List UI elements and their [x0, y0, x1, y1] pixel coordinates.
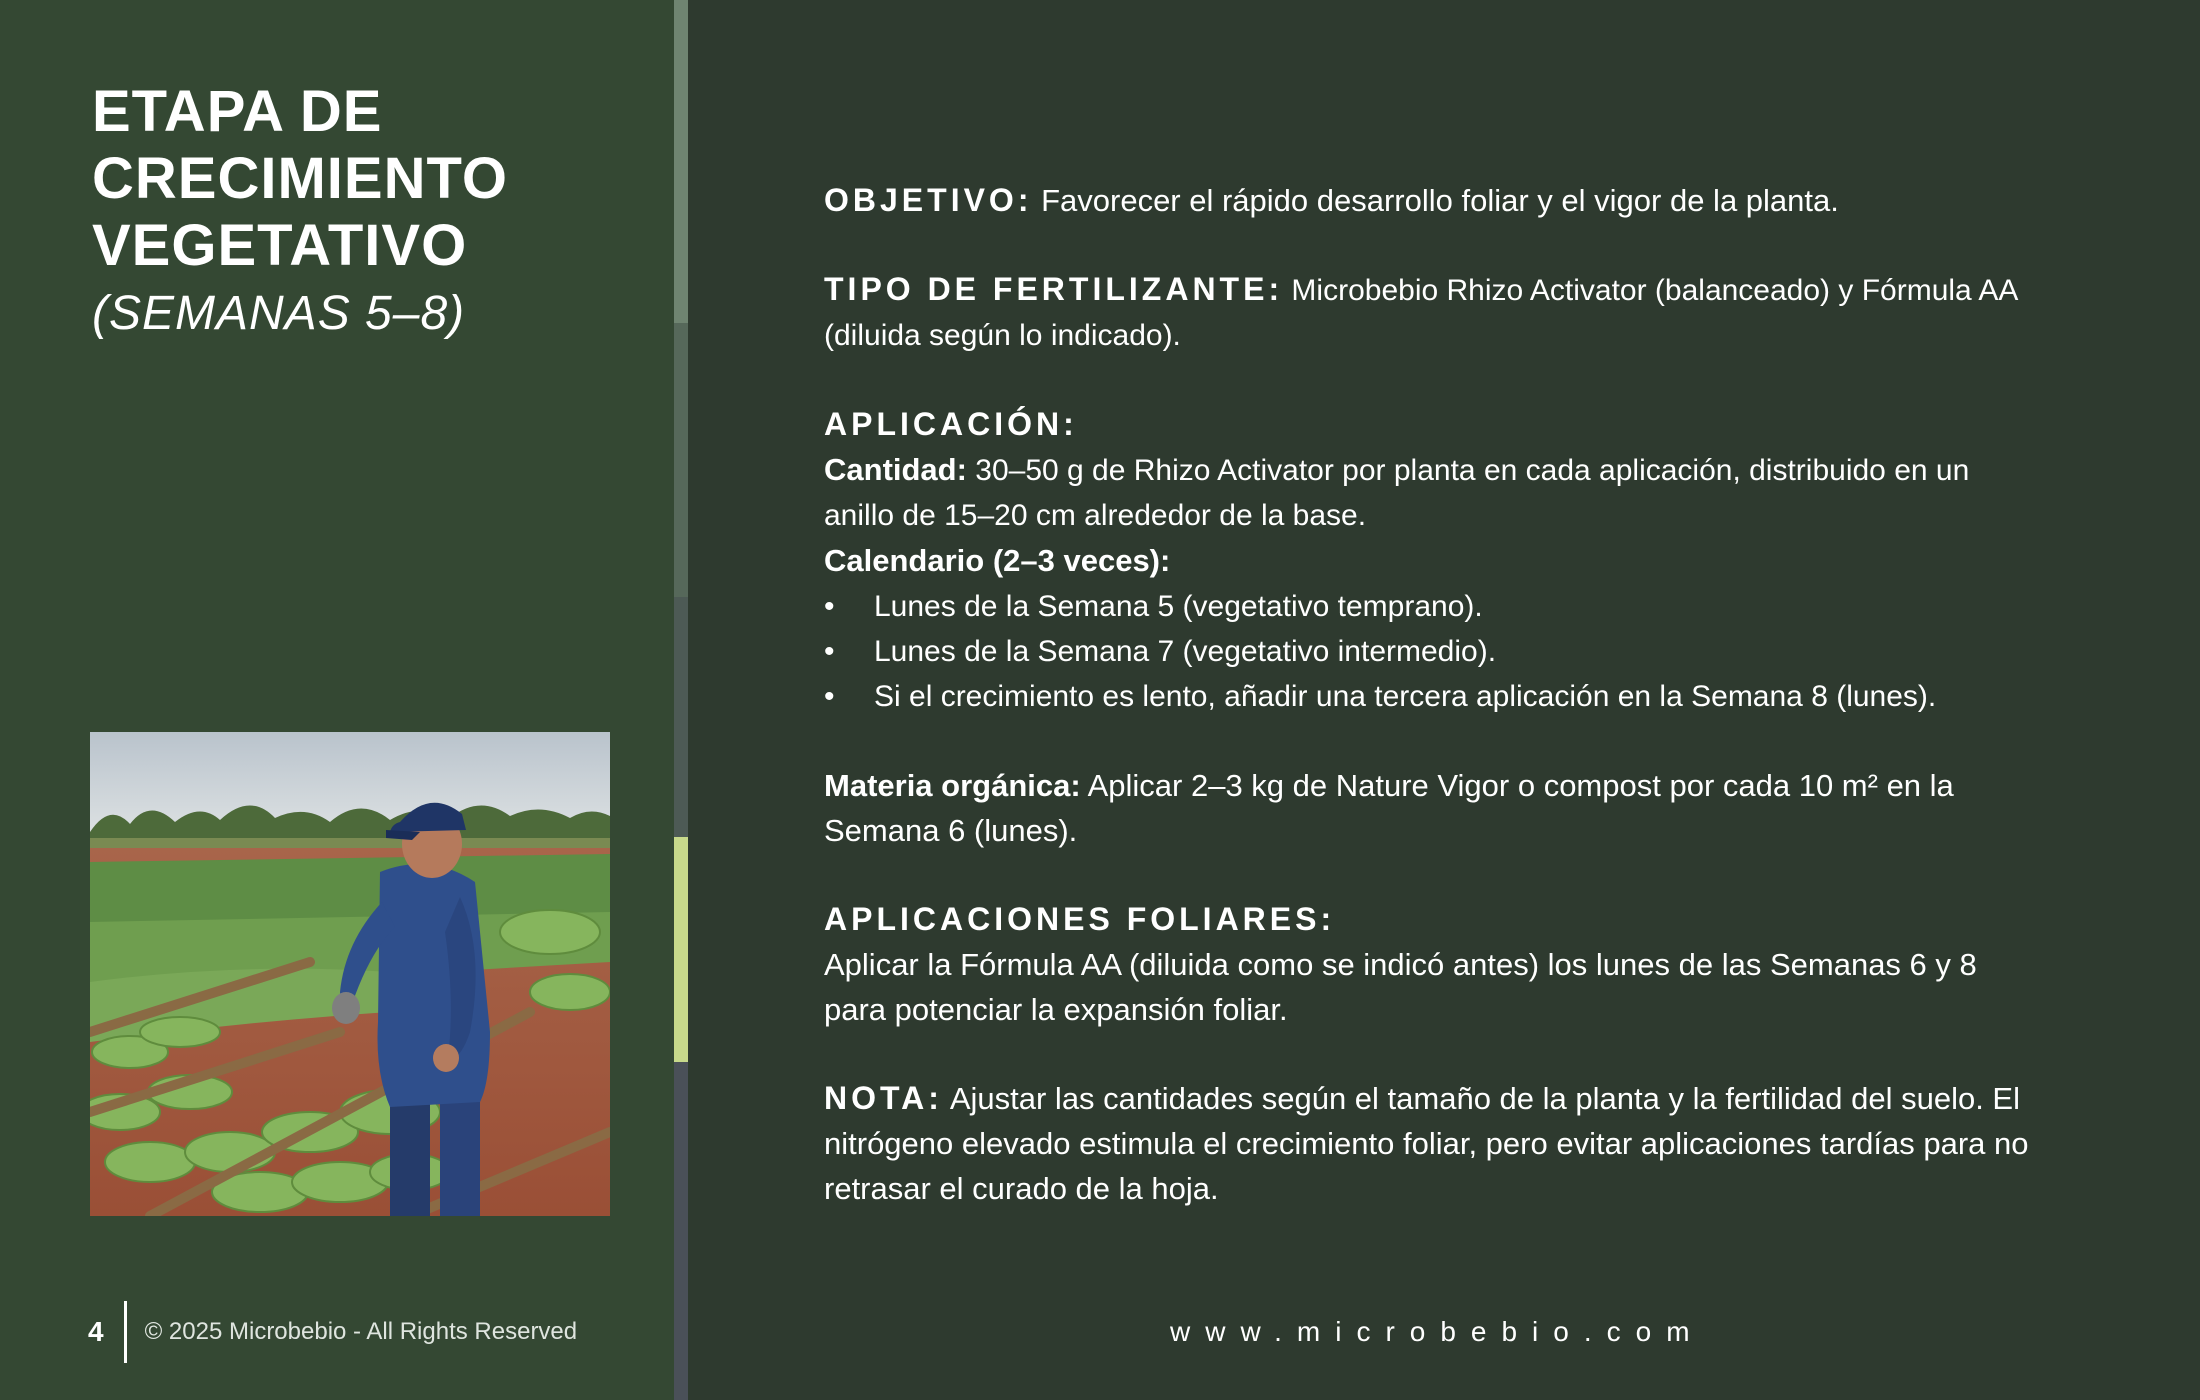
list-item: • Si el crecimiento es lento, añadir una tercera aplicación en la Semana 8 (lunes). [824, 674, 2044, 719]
materia-text: Aplicar 2–3 kg de Nature Vigor o compost por cada 10 m² en la Semana 6 (lunes). [824, 768, 1954, 848]
tipo-label: TIPO DE FERTILIZANTE: [824, 271, 1284, 307]
divider-segment-accent [674, 837, 688, 1062]
footer-left [88, 1300, 577, 1364]
website-link[interactable]: www.microbebio.com [1170, 1316, 1705, 1347]
tipo-text: Microbebio Rhizo Activator (balanceado) y Fórmula AA (diluida según lo indicado). [824, 274, 2017, 352]
divider-segment [674, 597, 688, 837]
list-item: • Lunes de la Semana 5 (vegetativo temprano). [824, 584, 2044, 629]
divider-segment [674, 0, 688, 323]
foliares-label: APLICACIONES FOLIARES: [824, 901, 1336, 937]
tipo-paragraph [824, 267, 2044, 358]
divider-bar [674, 0, 688, 1400]
page-number: 4 [88, 1316, 104, 1347]
materia-label: Materia orgánica: [824, 768, 1081, 803]
title-line-2: CRECIMIENTO [92, 146, 508, 211]
title-line-1: ETAPA DE [92, 79, 383, 144]
calendario-list [824, 584, 2044, 719]
calendario-heading [824, 538, 2044, 584]
page-subtitle: (SEMANAS 5–8) [92, 287, 466, 340]
cantidad-label: Cantidad: [824, 452, 967, 487]
footer-divider [124, 1301, 127, 1363]
nota-text: Ajustar las cantidades según el tamaño de la planta y la fertilidad del suelo. El nitrógeno elevado estimula el crecimiento foliar, pero evitar aplicaciones tardías para no retrasar el curado de la hoja. [824, 1081, 2029, 1206]
cantidad-paragraph [824, 447, 2044, 538]
objetivo-paragraph [824, 178, 2044, 223]
page-title [92, 78, 652, 279]
objetivo-label: OBJETIVO: [824, 182, 1033, 218]
aplicacion-heading [824, 402, 2044, 447]
copyright-text: © 2025 Microbebio - All Rights Reserved [144, 1318, 578, 1345]
farmer-tobacco-field-photo [90, 732, 610, 1216]
materia-paragraph [824, 763, 2044, 853]
divider-segment [674, 323, 688, 597]
divider-segment [674, 1062, 688, 1400]
cantidad-text: 30–50 g de Rhizo Activator por planta en cada aplicación, distribuido en un anillo de 15–20 cm alrededor de la base. [824, 454, 1970, 532]
aplicacion-label: APLICACIÓN: [824, 406, 1078, 442]
foliares-text: Aplicar la Fórmula AA (diluida como se indicó antes) los lunes de las Semanas 6 y 8 para potenciar la expansión foliar. [824, 947, 1977, 1027]
foliares-heading [824, 897, 2044, 942]
nota-label: NOTA: [824, 1080, 943, 1116]
left-panel [0, 0, 674, 1400]
list-item: • Lunes de la Semana 7 (vegetativo intermedio). [824, 629, 2044, 674]
title-line-3: VEGETATIVO [92, 213, 468, 278]
calendario-label: Calendario (2–3 veces): [824, 543, 1171, 578]
content-body [824, 178, 2044, 1211]
nota-paragraph [824, 1076, 2044, 1211]
objetivo-text: Favorecer el rápido desarrollo foliar y el vigor de la planta. [1032, 183, 1839, 218]
